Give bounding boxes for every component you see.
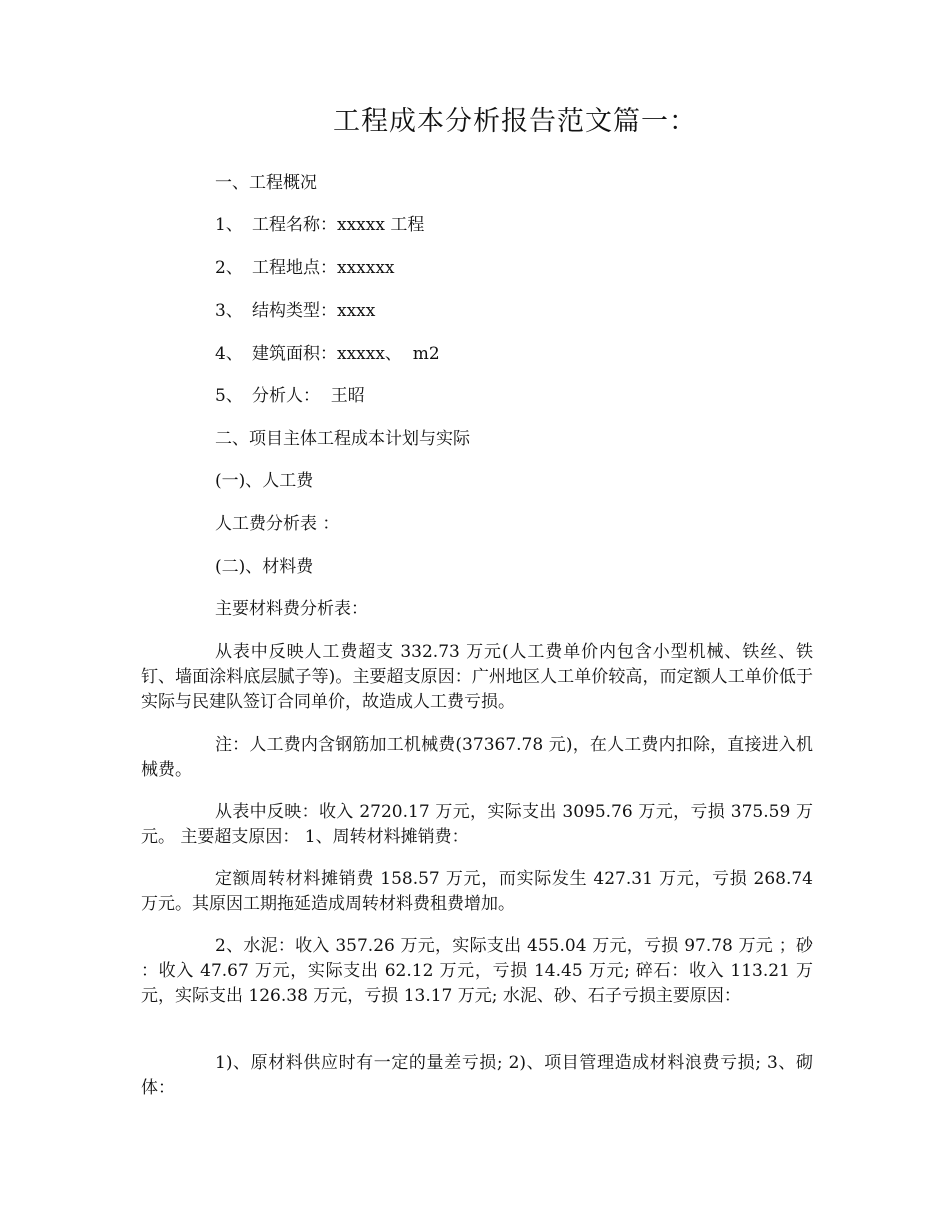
item-text: 工程地点：xxxxxx — [252, 258, 395, 278]
item-text: 分析人： 王昭 — [252, 386, 365, 406]
paragraph-material-summary: 从表中反映：收入 2720.17 万元，实际支出 3095.76 万元，亏损 375.59 万元。 主要超支原因： 1、周转材料摊销费： — [141, 802, 813, 847]
item-number: 4、 — [215, 344, 243, 364]
item-text: 建筑面积：xxxxx、 m2 — [252, 344, 440, 364]
overview-item-2 — [215, 256, 395, 280]
labor-table-label: 人工费分析表 ： — [215, 514, 340, 534]
item-text: 工程名称：xxxxx 工程 — [252, 215, 425, 235]
paragraph-turnover-material: 定额周转材料摊销费 158.57 万元，而实际发生 427.31 万元，亏损 268.74 万元。其原因工期拖延造成周转材料费租费增加。 — [141, 869, 813, 914]
labor-heading: (一)、人工费 — [215, 471, 314, 491]
paragraph-labor-analysis: 从表中反映人工费超支 332.73 万元(人工费单价内包含小型机械、铁丝、铁钉、墙面涂料底层腻子等)。主要超支原因：广州地区人工单价较高，而定额人工单价低于实际与民建队签订合同单价，故造成人工费亏损。 — [141, 642, 813, 712]
paragraph-labor-note: 注：人工费内含钢筋加工机械费(37367.78 元)，在人工费内扣除，直接进入机械费。 — [141, 735, 813, 780]
overview-item-3 — [215, 299, 375, 323]
section-heading-cost: 二、项目主体工程成本计划与实际 — [215, 429, 470, 449]
material-table-label: 主要材料费分析表： — [215, 599, 368, 619]
item-text: 结构类型：xxxx — [252, 301, 376, 321]
section-heading-overview: 一、工程概况 — [215, 173, 317, 193]
paragraph-cement-sand-stone: 2、水泥：收入 357.26 万元，实际支出 455.04 万元，亏损 97.78 万元 ；砂 ：收入 47.67 万元，实际支出 62.12 万元，亏损 14.45 万元; 碎石：收入 113.21 万元，实际支出 126.38 万元，亏损 13.17 万元; 水泥、砂、石子亏损主要原因： — [141, 936, 813, 1006]
material-heading: (二)、材料费 — [215, 557, 314, 577]
item-number: 3、 — [215, 301, 243, 321]
item-number: 5、 — [215, 386, 243, 406]
item-number: 1、 — [215, 215, 243, 235]
overview-item-4 — [215, 342, 440, 366]
item-number: 2、 — [215, 258, 243, 278]
overview-item-5 — [215, 384, 365, 408]
overview-item-1 — [215, 213, 424, 237]
paragraph-loss-causes: 1)、原材料供应时有一定的量差亏损; 2)、项目管理造成材料浪费亏损; 3、砌体： — [141, 1053, 813, 1098]
document-title: 工程成本分析报告范文篇一： — [333, 106, 697, 137]
